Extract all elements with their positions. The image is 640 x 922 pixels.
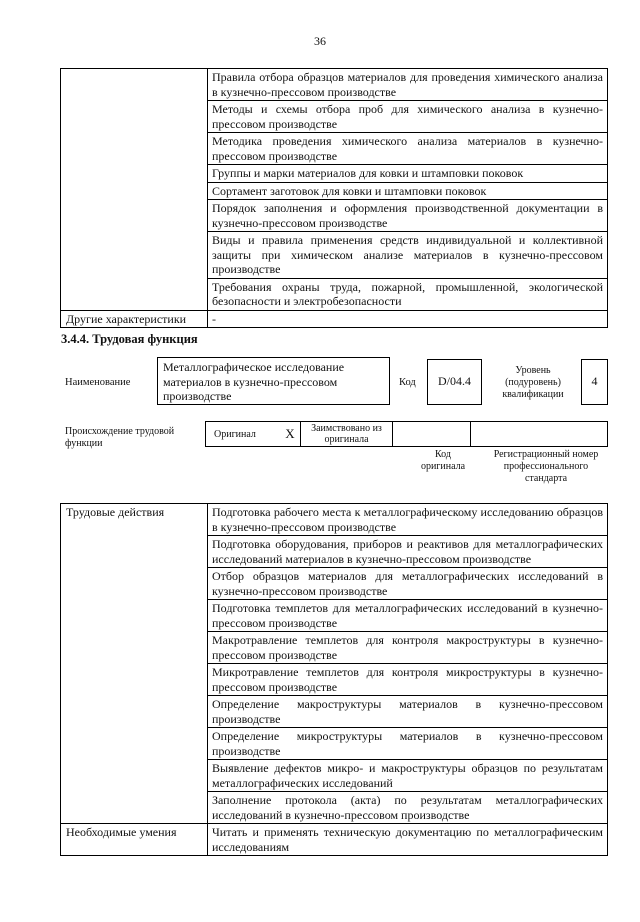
origin-label: Происхождение трудовой функции [65, 426, 175, 449]
row-item: Порядок заполнения и оформления производственной документации в кузнечно-прессовом производстве [208, 200, 608, 232]
function-name-box [157, 357, 390, 405]
row-item: Отбор образцов материалов для металлографических исследований в кузнечно-прессовом производстве [208, 568, 608, 600]
table-row [61, 504, 608, 536]
table-row [61, 69, 608, 101]
knowledge-table-body [61, 69, 608, 328]
function-code-box [427, 359, 482, 405]
knowledge-table [60, 68, 608, 328]
function-code-value: D/04.4 [438, 374, 471, 388]
row-item: Выявление дефектов микро- и макроструктуры образцов по результатам металлографических исследований [208, 760, 608, 792]
row-item: Подготовка оборудования, приборов и реактивов для металлографических исследований материалов в кузнечно-прессовом производстве [208, 536, 608, 568]
code-label: Код [399, 377, 416, 388]
row-item: Читать и применять техническую документацию по металлографическим исследованиям [208, 824, 608, 856]
origin-code-cell [393, 422, 471, 447]
row-item: Виды и правила применения средств индивидуальной и коллективной защиты при химическом анализе материалов в кузнечно-прессовом производстве [208, 232, 608, 279]
qualification-level-label: Уровень (подуровень) квалификации [502, 365, 564, 400]
origin-original-label: Оригинал [206, 422, 281, 447]
page-number: 36 [314, 34, 326, 48]
row-category: Необходимые умения [61, 824, 208, 856]
row-item: - [208, 310, 608, 328]
origin-code-caption: Код оригинала [420, 449, 466, 472]
origin-original-mark: X [280, 422, 301, 447]
origin-table [205, 421, 608, 447]
table-row [61, 824, 608, 856]
row-item: Группы и марки материалов для ковки и штамповки поковок [208, 165, 608, 183]
row-item: Макротравление темплетов для контроля макроструктуры в кузнечно-прессовом производстве [208, 632, 608, 664]
row-item: Микротравление темплетов для контроля микроструктуры в кузнечно-прессовом производстве [208, 664, 608, 696]
row-item: Методика проведения химического анализа материалов в кузнечно-прессовом производстве [208, 133, 608, 165]
row-item: Сортамент заготовок для ковки и штамповки поковок [208, 182, 608, 200]
row-item: Требования охраны труда, пожарной, промышленной, экологической безопасности и электробезопасности [208, 278, 608, 310]
row-category [61, 69, 208, 311]
origin-borrowed-label: Заимствовано из оригинала [301, 422, 393, 447]
row-item: Определение макроструктуры материалов в кузнечно-прессовом производстве [208, 696, 608, 728]
row-item: Подготовка темплетов для металлографических исследований в кузнечно-прессовом производстве [208, 600, 608, 632]
row-category: Трудовые действия [61, 504, 208, 824]
qualification-level-value: 4 [591, 374, 598, 388]
qualification-level-box [581, 359, 608, 405]
row-item: Методы и схемы отбора проб для химического анализа в кузнечно-прессовом производстве [208, 101, 608, 133]
table-row [61, 310, 608, 328]
row-item: Подготовка рабочего места к металлографическому исследованию образцов в кузнечно-прессовом производстве [208, 504, 608, 536]
row-item: Определение микроструктуры материалов в кузнечно-прессовом производстве [208, 728, 608, 760]
row-item: Правила отбора образцов материалов для проведения химического анализа в кузнечно-прессовом производстве [208, 69, 608, 101]
origin-reg-caption: Регистрационный номер профессионального стандарта [493, 449, 599, 484]
labor-actions-table-body [61, 504, 608, 856]
origin-reg-cell [471, 422, 608, 447]
section-heading: 3.4.4. Трудовая функция [61, 332, 198, 346]
name-label: Наименование [65, 377, 131, 388]
row-item: Заполнение протокола (акта) по результатам металлографических исследований в кузнечно-прессовом производстве [208, 792, 608, 824]
labor-actions-table [60, 503, 608, 856]
row-category: Другие характеристики [61, 310, 208, 328]
function-name-value: Металлографическое исследование материалов в кузнечно-прессовом производстве [163, 360, 345, 403]
